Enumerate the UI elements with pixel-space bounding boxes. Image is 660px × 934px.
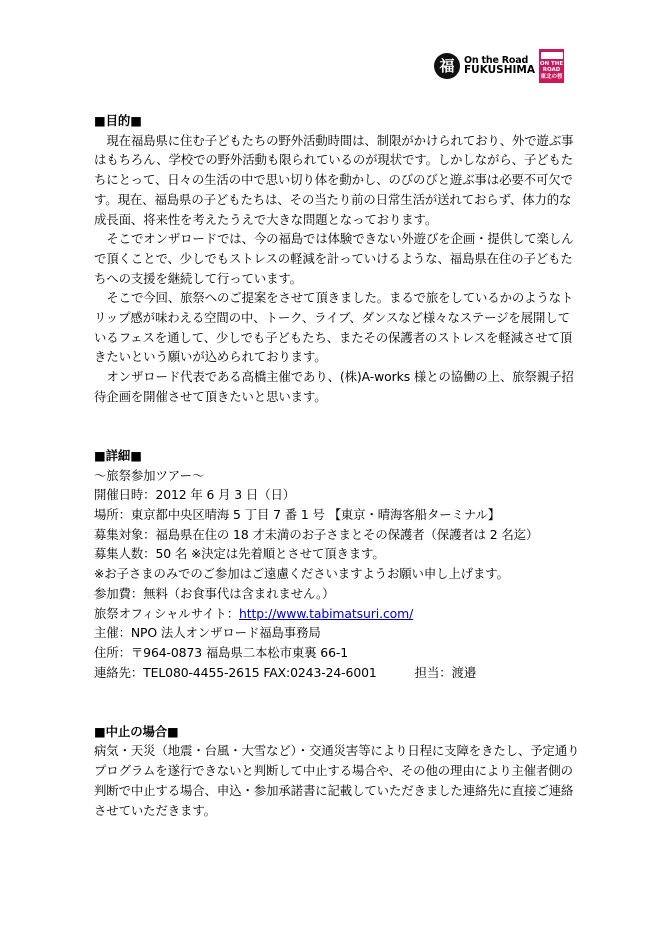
details-subtitle: ～旅祭参加ツアー～ (94, 467, 205, 483)
details-site (94, 604, 580, 624)
details-contact: 連絡先：TEL080-4455-2615 FAX:0243-24-6001 (94, 664, 377, 680)
logo-line1: On the Road (464, 54, 529, 66)
details-note: ※お子さまのみでのご参加はご遠慮くださいますようお願い申し上げます。 (94, 566, 509, 582)
details-date: 開催日時：2012 年 6 月 3 日（日） (94, 487, 296, 503)
fuku-mark-icon: 福 (434, 53, 460, 79)
document-body (94, 111, 580, 820)
details-heading: ■詳細■ (94, 447, 142, 463)
details-person: 担当：渡邉 (414, 664, 477, 680)
details-address: 住所：〒964-0873 福島県二本松市東裏 66-1 (94, 644, 349, 660)
details-contact-row (94, 663, 580, 683)
logo-text (464, 56, 535, 77)
official-site-link[interactable]: http://www.tabimatsuri.com/ (239, 605, 414, 621)
cancel-heading: ■中止の場合■ (94, 723, 179, 739)
details-place: 場所：東京都中央区晴海 5 丁目 7 番 1 号 【東京・晴海客船ターミナル】 (94, 507, 501, 523)
logo-badge-line2: 東北の桜 (540, 73, 563, 80)
site-label: 旅祭オフィシャルサイト： (94, 605, 240, 621)
purpose-paragraph-4: オンザロード代表である高橋主催であり、(株)A-works 様との協働の上、旅祭親子招待企画を開催させて頂きたいと思います。 (94, 369, 574, 404)
purpose-paragraph-1: 現在福島県に住む子どもたちの野外活動時間は、制限がかけられており、外で遊ぶ事はもちろん、学校での野外活動も限られているのが現状です。しかしながら、子どもたちにとって、日々の生活の中で思い切り体を動かし、のびのびと遊ぶ事は必要不可欠です。現在、福島県の子どもたちは、その当たり前の日常生活が送れておらず、体力的な成長面、将来性を考えたうえで大きな問題となっております。 (94, 132, 574, 227)
details-target: 募集対象：福島県在住の 18 才未満のお子さまとその保護者（保護者は 2 名迄） (94, 526, 539, 542)
logo-line2: FUKUSHIMA (464, 64, 536, 77)
details-capacity: 募集人数：50 名 ※決定は先着順とさせて頂きます。 (94, 546, 385, 562)
cancel-text: 病気・天災（地震・台風・大雪など）・交通災害等により日程に支障をきたし、予定通りプログラムを遂行できないと判断して中止する場合や、その他の理由により主催者側の判断で中止する場合、申込・参加承諾書に記載していただきました連絡先に直接ご連絡させていただきます。 (94, 743, 580, 818)
on-the-road-fukushima-logo (434, 46, 564, 86)
logo-badge-icon (539, 49, 564, 83)
logo-badge-line1: ON THE ROAD (539, 60, 564, 74)
details-organizer: 主催：NPO 法人オンザロード福島事務局 (94, 625, 321, 641)
details-fee: 参加費：無料（お食事代は含まれません。） (94, 585, 335, 601)
purpose-heading: ■目的■ (94, 113, 142, 128)
purpose-paragraph-3: そこで今回、旅祭へのご提案をさせて頂きました。まるで旅をしているかのようなトリップ感が味わえる空間の中、トーク、ライブ、ダンスなど様々なステージを展開しているフェスを通して、少しでも子どもたち、またその保護者のストレスを軽減させて頂きたいという願いが込められております。 (94, 290, 574, 365)
purpose-paragraph-2: そこでオンザロードでは、今の福島では体験できない外遊びを企画・提供して楽しんで頂くことで、少しでもストレスの軽減を計っていけるような、福島県在住の子どもたちへの支援を継続して行っています。 (94, 231, 574, 286)
